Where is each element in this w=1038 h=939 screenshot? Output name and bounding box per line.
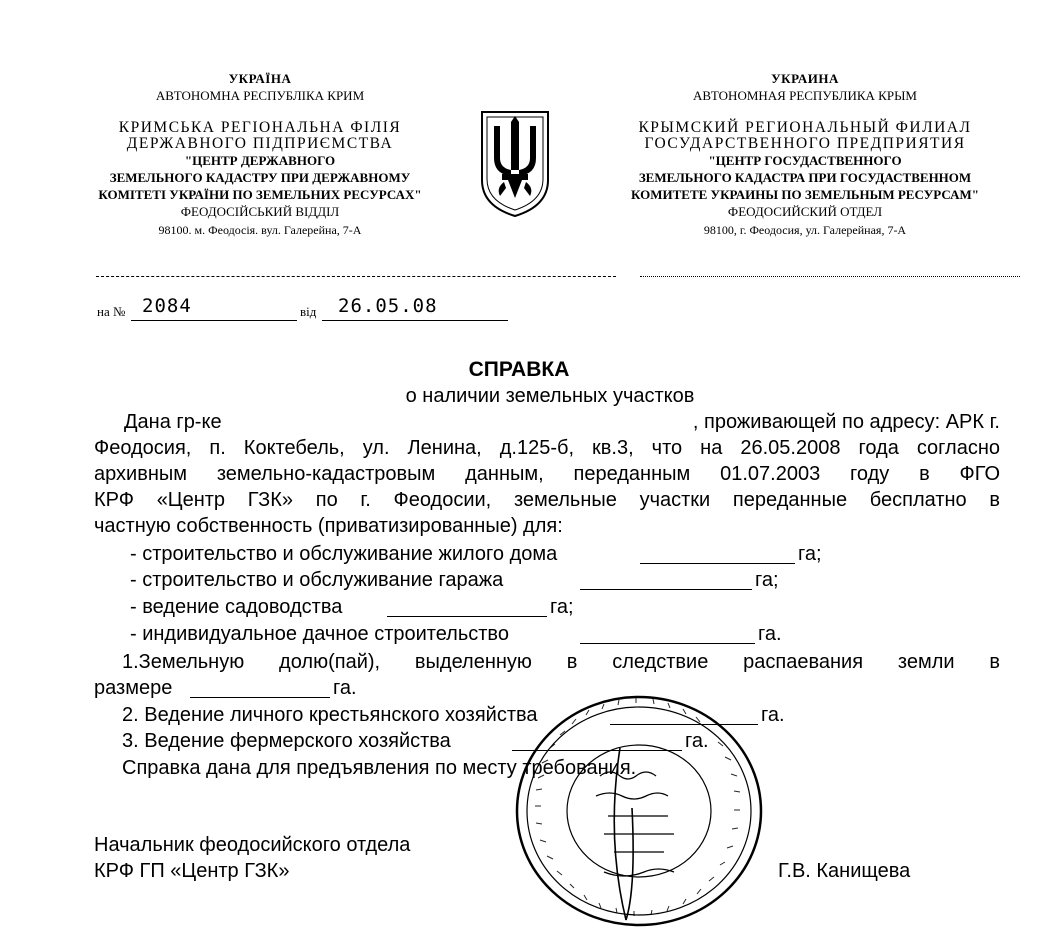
- reference-date-value: 26.05.08: [338, 295, 438, 317]
- header-left-org-line1: КРИМСЬКА РЕГІОНАЛЬНА ФІЛІЯ: [118, 119, 402, 136]
- document-subtitle: о наличии земельных участков: [405, 385, 695, 407]
- share-underline: [190, 697, 330, 698]
- header-right-republic: АВТОНОМНАЯ РЕСПУБЛИКА КРЫМ: [693, 88, 917, 103]
- item-garage: - строительство и обслуживание гаража: [130, 569, 504, 591]
- purpose-line: Справка дана для предъявления по месту требования.: [122, 757, 637, 779]
- farm-farmer-unit: га.: [685, 730, 709, 752]
- round-official-seal-icon: [508, 688, 770, 934]
- header-left-org-line4: ЗЕМЕЛЬНОГО КАДАСТРУ ПРИ ДЕРЖАВНОМУ: [109, 170, 411, 185]
- trident-coat-of-arms-icon: [478, 108, 552, 220]
- header-left-org-line2: ДЕРЖАВНОГО ПІДПРИЄМСТВА: [126, 135, 394, 152]
- header-right-country: УКРАИНА: [771, 71, 839, 86]
- item-house: - строительство и обслуживание жилого дома: [130, 543, 558, 565]
- farm-farmer: 3. Ведение фермерского хозяйства: [122, 730, 451, 752]
- paragraph-line4: КРФ «Центр ГЗК» по г. Феодосии, земельные участки переданные бесплатно в: [94, 489, 1000, 511]
- header-left-country: УКРАЇНА: [228, 71, 292, 86]
- item-house-underline: [640, 563, 795, 564]
- paragraph-line3: архивным земельно-кадастровым данным, переданным 01.07.2003 году в ФГО: [94, 463, 1000, 485]
- signature-position-line2: КРФ ГП «Центр ГЗК»: [94, 860, 290, 882]
- item-garden: - ведение садоводства: [130, 596, 343, 618]
- share-line2-start: размере: [94, 677, 173, 699]
- signature-position-line1: Начальник феодосийского отдела: [94, 834, 411, 856]
- item-dacha: - индивидуальное дачное строительство: [130, 623, 509, 645]
- header-right-org-line1: КРЫМСКИЙ РЕГИОНАЛЬНЫЙ ФИЛИАЛ: [638, 119, 972, 136]
- header-separator: [96, 276, 616, 277]
- paragraph-line5: частную собственность (приватизированные) для:: [94, 515, 563, 537]
- header-right: [580, 70, 1030, 239]
- farm-personal: 2. Ведение личного крестьянского хозяйства: [122, 704, 538, 726]
- item-dacha-unit: га.: [758, 623, 782, 645]
- reference-number-label: на №: [97, 304, 126, 319]
- header-right-dept: ФЕОДОСИЙСКИЙ ОТДЕЛ: [727, 204, 883, 219]
- item-garden-unit: га;: [550, 596, 574, 618]
- header-right-address: 98100, г. Феодосия, ул. Галерейная, 7-А: [703, 223, 907, 237]
- reference-number-underline: [131, 320, 297, 321]
- reference-number-value: 2084: [142, 295, 192, 317]
- item-garage-underline: [580, 589, 752, 590]
- header-separator-right: [640, 276, 1020, 277]
- paragraph-line1-start: Дана гр-ке: [124, 411, 222, 433]
- signature-name: Г.В. Канищева: [778, 860, 911, 882]
- header-right-org-line3: "ЦЕНТР ГОСУДАСТВЕННОГО: [708, 153, 902, 168]
- share-unit: га.: [333, 677, 357, 699]
- header-right-org-line5: КОМИТЕТЕ УКРАИНЫ ПО ЗЕМЕЛЬНЫМ РЕСУРСАМ": [631, 187, 979, 202]
- paragraph-line2: Феодосия, п. Коктебель, ул. Ленина, д.125-б, кв.3, что на 26.05.2008 года согласно: [94, 437, 1000, 459]
- item-garden-underline: [387, 616, 547, 617]
- item-house-unit: га;: [798, 543, 822, 565]
- reference-date-label: від: [300, 304, 317, 319]
- item-dacha-underline: [580, 643, 755, 644]
- item-garage-unit: га;: [755, 569, 779, 591]
- farm-personal-unit: га.: [761, 704, 785, 726]
- header-right-org-line2: ГОСУДАРСТВЕННОГО ПРЕДПРИЯТИЯ: [644, 135, 966, 152]
- header-left-org-line5: КОМІТЕТІ УКРАЇНИ ПО ЗЕМЕЛЬНИХ РЕСУРСАХ": [98, 187, 422, 202]
- header-left: [60, 70, 460, 239]
- header-left-republic: АВТОНОМНА РЕСПУБЛІКА КРИМ: [155, 88, 365, 103]
- header-right-org-line4: ЗЕМЕЛЬНОГО КАДАСТРА ПРИ ГОСУДАСТВЕННОМ: [638, 170, 972, 185]
- header-left-address: 98100. м. Феодосія. вул. Галерейна, 7-А: [158, 223, 362, 237]
- reference-date-underline: [322, 320, 508, 321]
- document-title: СПРАВКА: [468, 358, 570, 381]
- header-left-org-line3: "ЦЕНТР ДЕРЖАВНОГО: [184, 153, 336, 168]
- paragraph-line1-end: , проживающей по адресу: АРК г.: [692, 411, 1000, 433]
- header-left-dept: ФЕОДОСІЙСЬКИЙ ВІДДІЛ: [180, 204, 340, 219]
- share-line1: 1.Земельную долю(пай), выделенную в следствие распаевания земли в: [122, 651, 1000, 673]
